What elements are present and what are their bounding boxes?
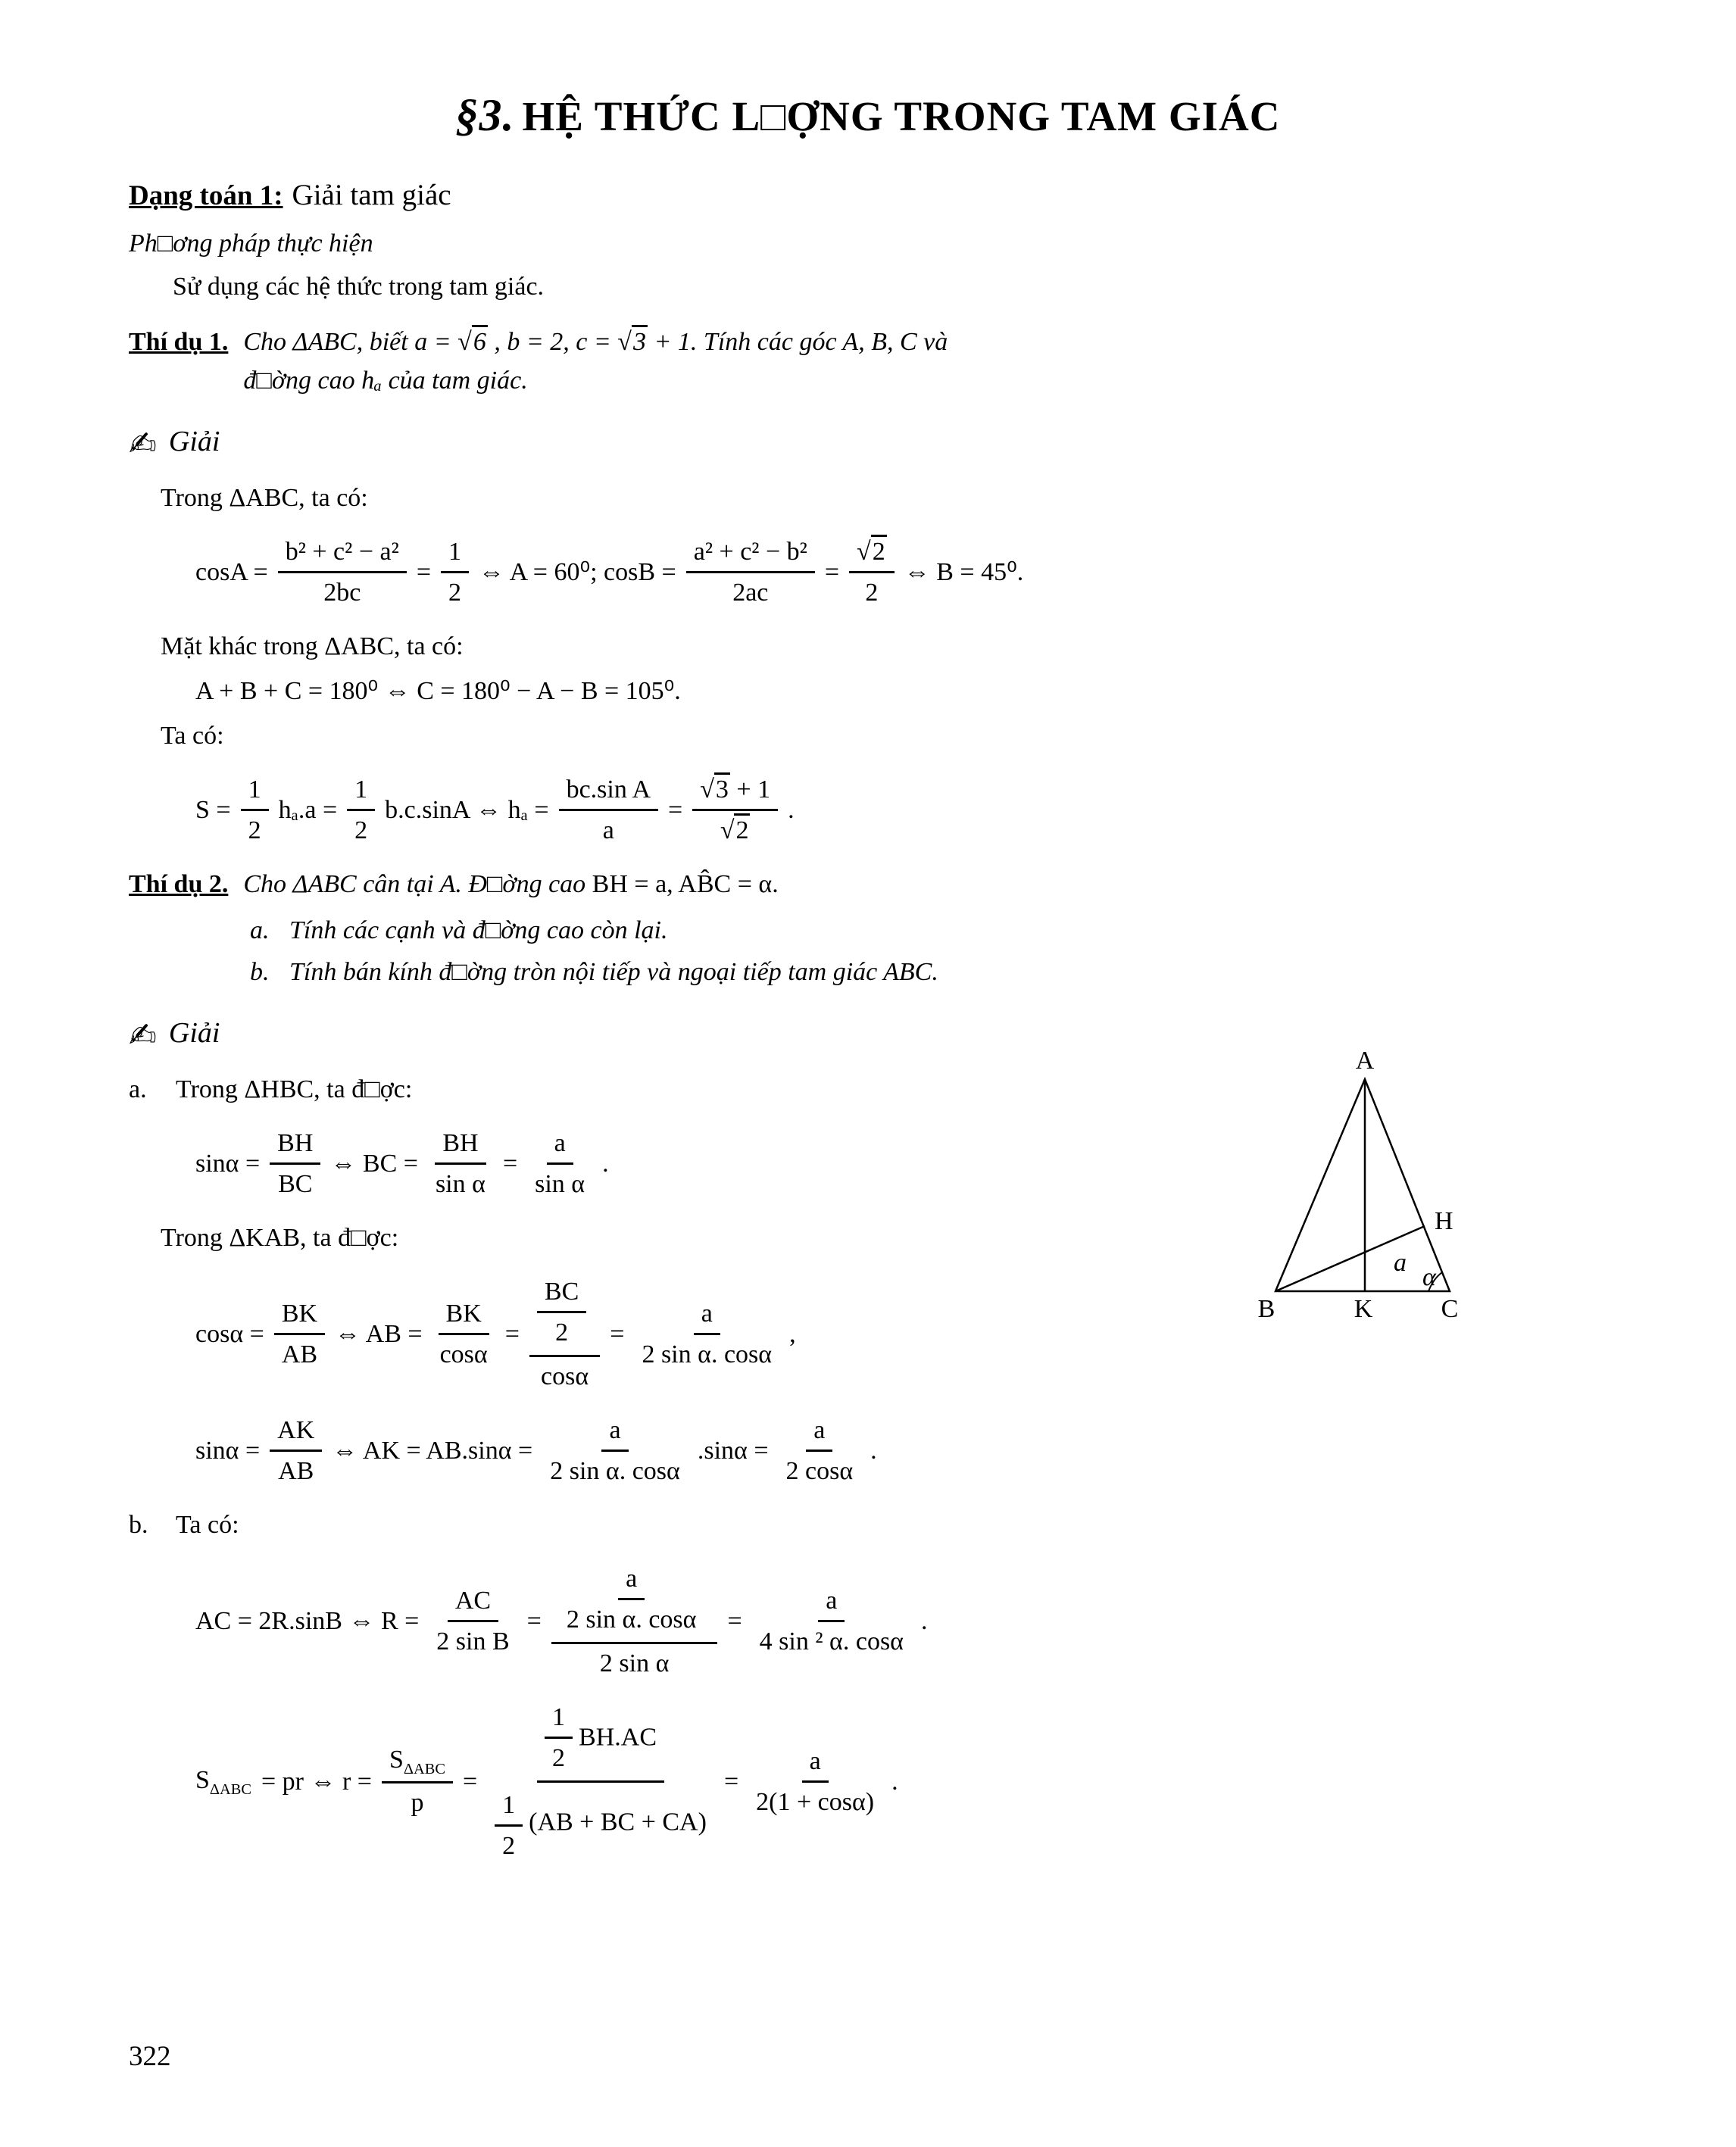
text-run: sinα = (195, 1436, 261, 1465)
heading-dang-toan (129, 173, 1607, 218)
item-text: Tính các cạnh và đ□ờng cao còn lại. (289, 916, 668, 944)
sqrt-radical: √ 2 (720, 813, 751, 844)
example-2 (129, 865, 1607, 903)
fraction: $\frac{\text{b² + c² − a²}}{2bc}$ (278, 532, 407, 612)
equation-inradius (195, 1698, 1607, 1865)
text-run: sinα = (195, 1149, 261, 1178)
nested-fraction: $\frac{1}{2}$ BH.AC $\frac{1}{2}$ (AB + BC + CA) (487, 1698, 714, 1865)
equation-area-height (195, 770, 1607, 850)
sqrt-radical: √ 6 (457, 325, 488, 356)
sol2-part-a (129, 1070, 1213, 1109)
s-triangle-abc: $S_{\Delta ABC}$ (389, 1746, 445, 1778)
list-item (250, 911, 1607, 950)
example-2-statement (243, 865, 778, 903)
text-run: đ□ờng cao hₐ của tam giác. (243, 366, 528, 395)
angle-abc: AB̂C (678, 869, 732, 898)
triangle-abc (1275, 1079, 1450, 1291)
fraction: $\frac{1}{2}$ (441, 532, 469, 612)
fraction: $\frac{BK}{\cos\alpha}$ (432, 1294, 495, 1374)
sqrt-radical: √ 3 (617, 325, 648, 356)
fraction: $\frac{BH}{BC}$ (270, 1124, 320, 1203)
text-run: b.c.sinA ⇔ hₐ = (385, 795, 549, 824)
method-text: Sử dụng các hệ thức trong tam giác. (173, 272, 545, 301)
sol2-part-b (129, 1506, 1607, 1544)
vertex-label-a: A (1355, 1047, 1375, 1075)
text-run: S = (195, 795, 231, 824)
fraction: $\frac{a}{\text{4 sin ² α. cosα}}$ (752, 1581, 911, 1661)
page-title (129, 89, 1607, 142)
fraction: $\frac{a}{2(1 + \cos\alpha)}$ (748, 1742, 882, 1821)
text-run: , (789, 1319, 796, 1348)
section-number: §3. (455, 90, 515, 140)
fraction: $\frac{1}{2}$ (545, 1698, 573, 1777)
fraction: $\frac{1}{2}$ (241, 770, 269, 850)
text-run: ⇔ AB = (335, 1319, 423, 1348)
text-run: . (602, 1149, 609, 1178)
foot-label-h: H (1435, 1206, 1453, 1235)
fraction: $\frac{BH}{\text{sin α}}$ (428, 1124, 493, 1203)
list-item (250, 953, 1607, 991)
fraction: √ 3 + 1 √ 2 (692, 770, 778, 850)
text-run: . (921, 1606, 928, 1635)
text-run: . (891, 1767, 898, 1796)
heading-rest: Giải tam giác (292, 179, 451, 211)
item-marker: b. (250, 957, 270, 986)
fraction: $\frac{a}{\text{2 sin α. cosα}}$ (542, 1411, 688, 1490)
angle-label-alpha: α (1422, 1262, 1436, 1291)
item-marker: a. (250, 916, 270, 944)
part-intro: Trong ΔHBC, ta đ□ợc: (176, 1075, 413, 1103)
sol2-kab-intro: Trong ΔKAB, ta đ□ợc: (161, 1223, 399, 1252)
example-1-statement (243, 323, 948, 400)
equation-circumradius (195, 1559, 1607, 1683)
example-2-items (250, 911, 1607, 991)
text-run: ⇔ AK = AB.sinα = (332, 1436, 533, 1465)
sqrt-radical: √ 3 (700, 772, 730, 804)
s-triangle-abc: $S_{\Delta ABC}$ (195, 1766, 251, 1799)
text-run: Cho ΔABC cân tại A. Đ□ờng cao (243, 869, 592, 898)
triangle-diagram (1244, 1047, 1478, 1328)
text-run: . (788, 795, 795, 824)
text-run: BH = a, (592, 869, 679, 898)
fraction: $\frac{S_{\Delta ABC}}{p}$ (382, 1740, 453, 1821)
pen-icon: ✍ (129, 424, 157, 463)
heading-label: Dạng toán 1: (129, 180, 283, 211)
title-text: HỆ THỨC L□ỢNG TRONG TAM GIÁC (522, 93, 1281, 139)
text-run: = (727, 1606, 742, 1635)
text-run: = (504, 1319, 520, 1348)
item-text: Tính bán kính đ□ờng tròn nội tiếp và ngoại tiếp tam giác ABC. (289, 957, 938, 986)
example-2-label: Thí dụ 2. (129, 869, 229, 898)
fraction: $\frac{\text{bc.sin A}}{a}$ (559, 770, 658, 850)
fraction: $\frac{AK}{AB}$ (270, 1411, 322, 1490)
equation-sin-ak (195, 1411, 1607, 1490)
fraction: $\frac{a}{\text{2 sin α. cosα}}$ (559, 1559, 704, 1639)
text-run: = (610, 1319, 625, 1348)
text-run: = (416, 557, 431, 586)
text-run: cosA = (195, 557, 268, 586)
sqrt-radical: √ 2 (857, 535, 887, 566)
vertex-label-b: B (1257, 1294, 1275, 1323)
text-run: = α. (731, 869, 779, 898)
text-run: Cho ΔABC, biết a = (243, 327, 458, 356)
fraction: √ $\frac{2}{2}$ (849, 532, 895, 612)
fraction: $\frac{a}{\text{sin α}}$ (527, 1124, 592, 1203)
solution-2 (129, 1047, 1607, 1880)
text-run: = (526, 1606, 542, 1635)
equation-cosA-cosB (195, 532, 1607, 612)
text-run: = (824, 557, 840, 586)
fraction: $\frac{a}{\text{2 sin α. cosα}}$ (634, 1294, 779, 1374)
giai-label: Giải (168, 1016, 220, 1049)
side-label-a: a (1394, 1248, 1407, 1277)
text-run: AC = 2R.sinB ⇔ R = (195, 1606, 420, 1635)
vertex-label-c: C (1441, 1294, 1459, 1323)
sol1-line4: Ta có: (161, 721, 224, 750)
text-run: . (870, 1436, 877, 1465)
text-run: .sinα = (697, 1436, 769, 1465)
fraction: $\frac{a}{2 \cos\alpha}$ (779, 1411, 861, 1490)
text-run: hₐ.a = (278, 795, 338, 824)
nested-fraction: $\frac{\frac{a}{\text{2 sin α. cosα}}}{\text{2 sin α}}$ (551, 1559, 718, 1683)
fraction: $\frac{AC}{\text{2 sin B}}$ (429, 1581, 517, 1661)
fraction: $\frac{1}{2}$ (347, 770, 375, 850)
example-1-label: Thí dụ 1. (129, 327, 229, 356)
text-run: = (723, 1767, 739, 1796)
method-label: Ph□ơng pháp thực hiện (129, 229, 373, 257)
equation-sin-bc (195, 1124, 1213, 1203)
text-run: , b = 2, c = (487, 327, 618, 356)
sol1-angle-sum: A + B + C = 180⁰ ⇔ C = 180⁰ − A − B = 105⁰. (195, 676, 681, 705)
page-number: 322 (129, 2040, 171, 2072)
text-run: ⇔ B = 45⁰. (904, 557, 1024, 586)
sol1-intro: Trong ΔABC, ta có: (161, 483, 368, 512)
text-run: ⇔ BC = (330, 1149, 418, 1178)
text-run: ⇔ A = 60⁰; cosB = (479, 557, 676, 586)
solution-header (129, 420, 1607, 470)
sol1-line2: Mặt khác trong ΔABC, ta có: (161, 632, 464, 660)
fraction: $\frac{\text{a² + c² − b²}}{2ac}$ (686, 532, 815, 612)
pen-icon: ✍ (129, 1016, 157, 1055)
text-run: + 1. Tính các góc A, B, C và (647, 327, 948, 356)
fraction: $\frac{BK}{AB}$ (274, 1294, 325, 1374)
fraction: $\frac{BC}{2}$ (537, 1272, 586, 1352)
text-run: = (668, 795, 683, 824)
nested-fraction: $\frac{\frac{BC}{2}}{\cos\alpha}$ (529, 1272, 600, 1396)
equation-cos-ab (195, 1272, 1213, 1396)
part-intro: Ta có: (176, 1510, 239, 1539)
text-run: = pr ⇔ r = (261, 1767, 372, 1796)
foot-label-k: K (1354, 1294, 1373, 1323)
part-marker: a. (129, 1075, 147, 1103)
text-run: = (502, 1149, 518, 1178)
example-1 (129, 323, 1607, 400)
fraction: $\frac{1}{2}$ (495, 1786, 523, 1865)
giai-label: Giải (168, 425, 220, 457)
text-run: = (462, 1767, 478, 1796)
part-marker: b. (129, 1510, 148, 1539)
text-run: cosα = (195, 1319, 264, 1348)
